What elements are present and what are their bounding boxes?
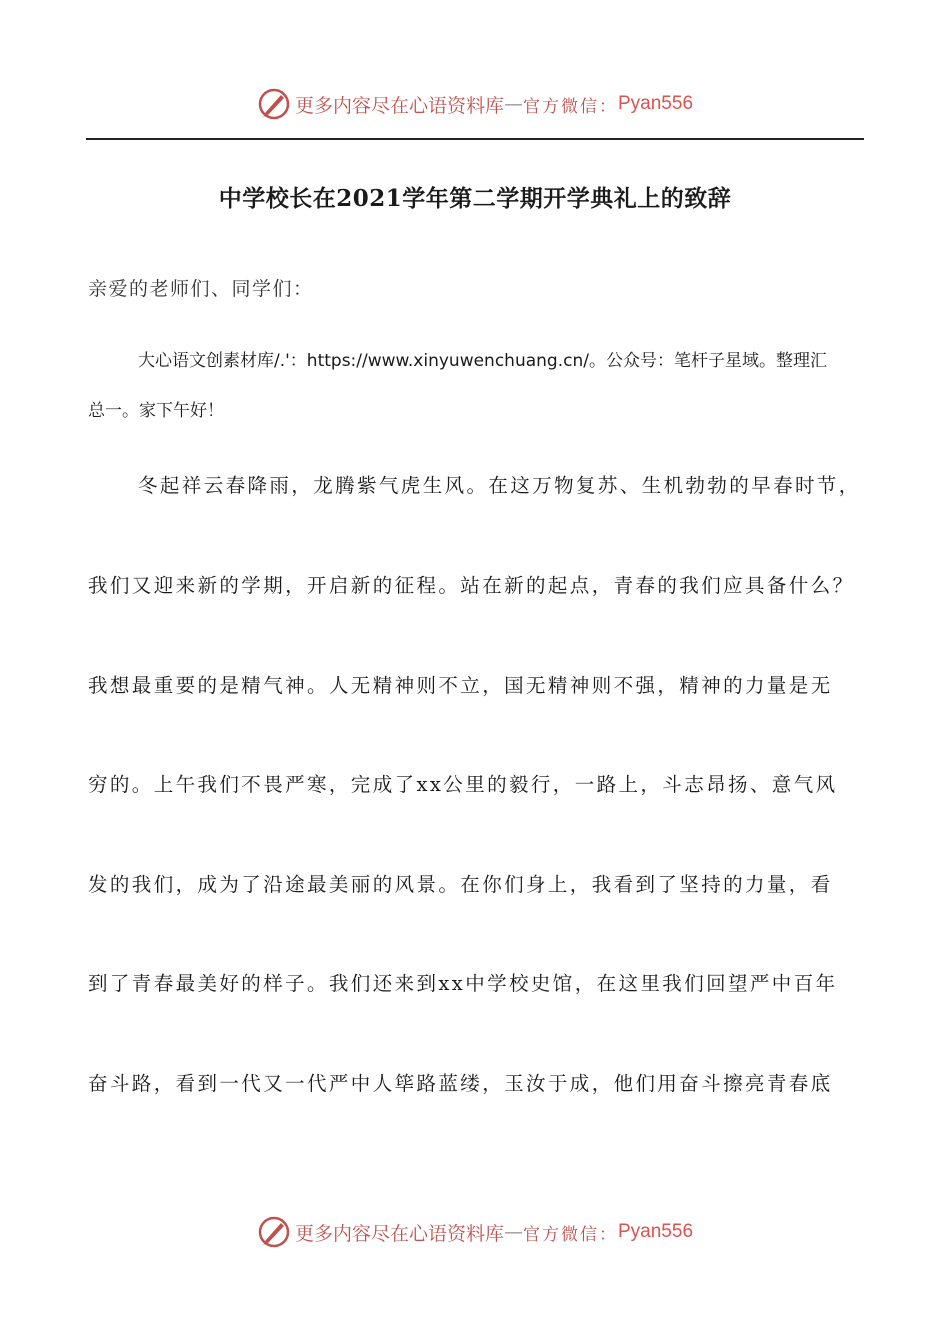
greeting: 亲爱的老师们、同学们： [88,278,314,300]
header-banner [0,84,950,124]
banner-brand: 更多内容尽在心语资料库 [294,1222,504,1245]
body-line: 发的我们，成为了沿途最美丽的风景。在你们身上，我看到了坚持的力量，看 [88,873,833,896]
banner-separator: — [504,1221,523,1243]
banner-wechat-id: Pyan556 [618,93,694,114]
banner-wechat-id: Pyan556 [618,1221,694,1242]
intro-line: 总一。家下午好！ [88,401,224,421]
pen-logo-icon [257,1215,291,1249]
header-divider [86,138,864,140]
body-line: 奋斗路，看到一代又一代严中人筚路蓝缕，玉汝于成，他们用奋斗擦亮青春底 [88,1072,833,1095]
intro-paragraph [88,346,868,426]
body-line: 我们又迎来新的学期，开启新的征程。站在新的起点，青春的我们应具备什么？ [88,574,855,597]
intro-line: 大心语文创素材库/.'：https://www.xinyuwenchuang.cn/。公众号：笔杆子星域。整理汇 [138,351,827,371]
banner-wechat-label: 官方微信： [523,96,618,117]
document-title: 中学校长在2021学年第二学期开学典礼上的致辞 [218,185,732,212]
banner-separator: — [504,93,523,115]
body-line: 到了青春最美好的样子。我们还来到xx中学校史馆，在这里我们回望严中百年 [88,972,838,995]
body-line: 穷的。上午我们不畏严寒，完成了xx公里的毅行，一路上，斗志昂扬、意气风 [88,773,838,796]
pen-logo-icon [257,87,291,121]
body-line: 我想最重要的是精气神。人无精神则不立，国无精神则不强，精神的力量是无 [88,674,833,697]
body-line: 冬起祥云春降雨，龙腾紫气虎生风。在这万物复苏、生机勃勃的早春时节， [138,474,861,497]
banner-brand: 更多内容尽在心语资料库 [294,94,504,117]
footer-banner [0,1212,950,1252]
banner-wechat-label: 官方微信： [523,1224,618,1245]
